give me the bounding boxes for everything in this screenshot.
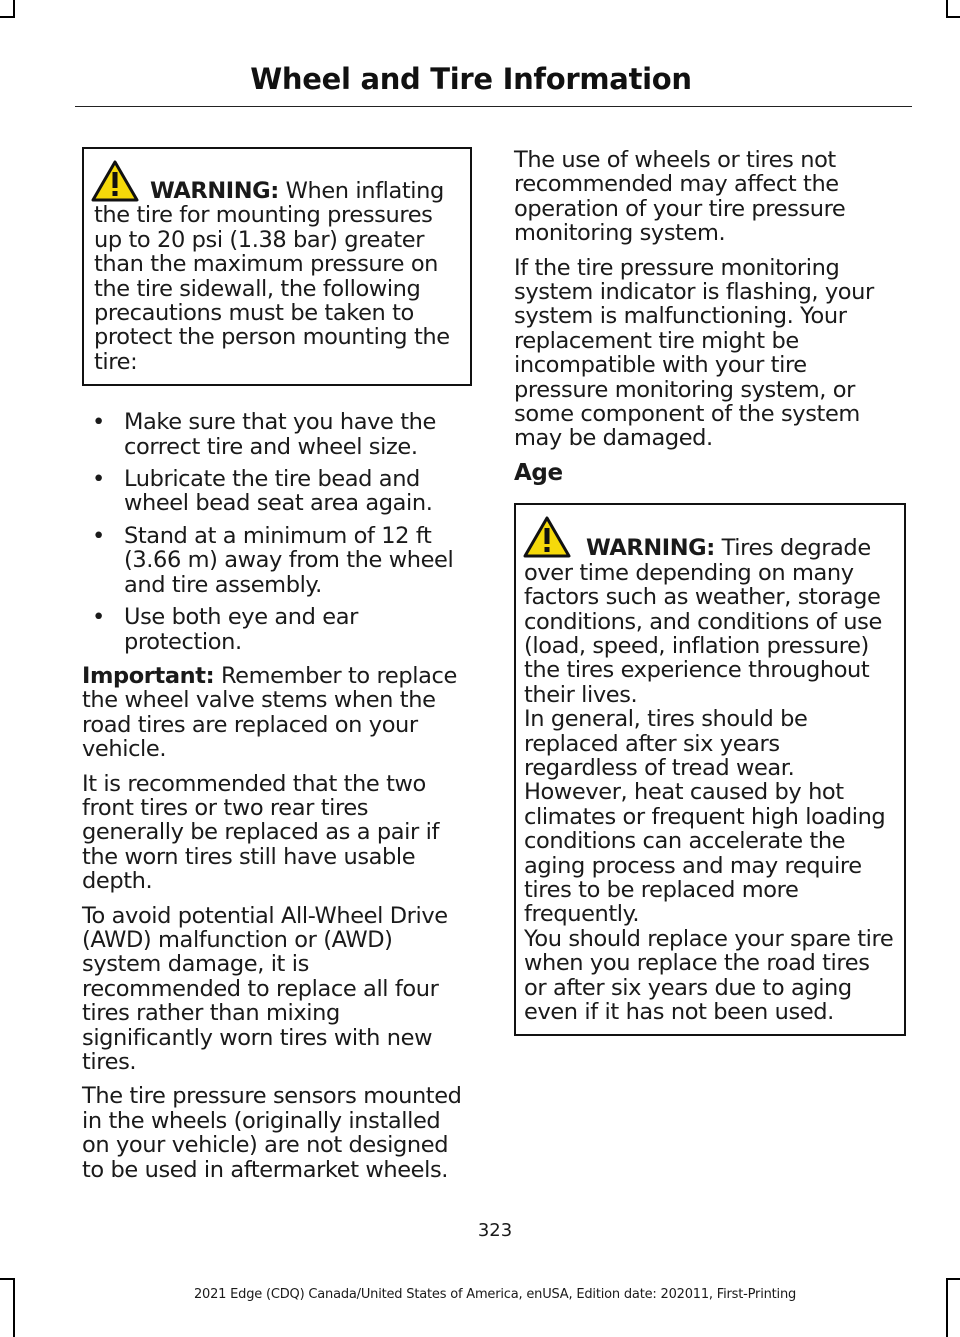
section-heading-age: Age	[514, 459, 563, 486]
paragraph: It is recommended that the two front tires or two rear tires generally be replaced as a pair if the worn tires still have usable depth.	[82, 770, 439, 895]
crop-mark	[0, 16, 15, 18]
important-note: Important: Remember to replace the wheel valve stems when the road tires are replaced on your vehicle.	[82, 662, 457, 763]
crop-mark	[0, 1278, 15, 1280]
precautions-list	[82, 410, 474, 654]
warning-icon	[90, 159, 140, 203]
warning-paragraph: WARNING: Tires degrade over time depending on many factors such as weather, storage conditions, and conditions of use (load, speed, inflation pressure) the tires experience throughout their lives.	[524, 535, 882, 708]
warning-label: WARNING:	[586, 535, 715, 562]
footer-edition: 2021 Edge (CDQ) Canada/United States of America, enUSA, Edition date: 202011, First-Printing	[193, 1287, 797, 1302]
warning-icon	[522, 515, 572, 559]
page-number: 323	[477, 1220, 513, 1241]
warning-paragraph: You should replace your spare tire when you replace the road tires or after six years due to aging even if it has not been used.	[524, 925, 894, 1025]
paragraph: To avoid potential All-Wheel Drive (AWD) malfunction or (AWD) system damage, it is recommended to replace all four tires rather than mixing significantly worn tires with new tires.	[82, 902, 448, 1075]
paragraph: If the tire pressure monitoring system indicator is flashing, your system is malfunctioning. Your replacement tire might be incompatible with your tire pressure monitoring system, or some component of the system may be damaged.	[514, 254, 874, 452]
crop-mark	[946, 16, 960, 18]
list-item: • Make sure that you have the correct tire and wheel size.	[92, 409, 436, 460]
paragraph: The use of wheels or tires not recommended may affect the operation of your tire pressure monitoring system.	[514, 147, 846, 247]
header-divider	[75, 106, 912, 107]
crop-mark	[946, 1278, 960, 1280]
warning-text: When inflating the tire for mounting pressures up to 20 psi (1.38 bar) greater than the maximum pressure on the tire sidewall, the following precautions must be taken to protect the person mounting the tire:	[94, 178, 450, 375]
warning-label: WARNING:	[150, 178, 279, 204]
warning-box	[82, 147, 472, 386]
list-item: • Stand at a minimum of 12 ft (3.66 m) away from the wheel and tire assembly.	[92, 522, 454, 598]
left-column	[82, 147, 474, 1192]
warning-box	[514, 503, 906, 1036]
right-column	[514, 148, 906, 1036]
paragraph: The tire pressure sensors mounted in the wheels (originally installed on your vehicle) are not designed to be used in aftermarket wheels.	[82, 1083, 462, 1183]
warning-paragraph: In general, tires should be replaced after six years regardless of tread wear. However, heat caused by hot climates or frequent high loading conditions can accelerate the aging process and may require tires to be replaced more frequently.	[524, 706, 886, 928]
page-title: Wheel and Tire Information	[250, 62, 692, 96]
list-item: • Lubricate the tire bead and wheel bead seat area again.	[92, 466, 433, 517]
list-item: • Use both eye and ear protection.	[92, 604, 358, 655]
